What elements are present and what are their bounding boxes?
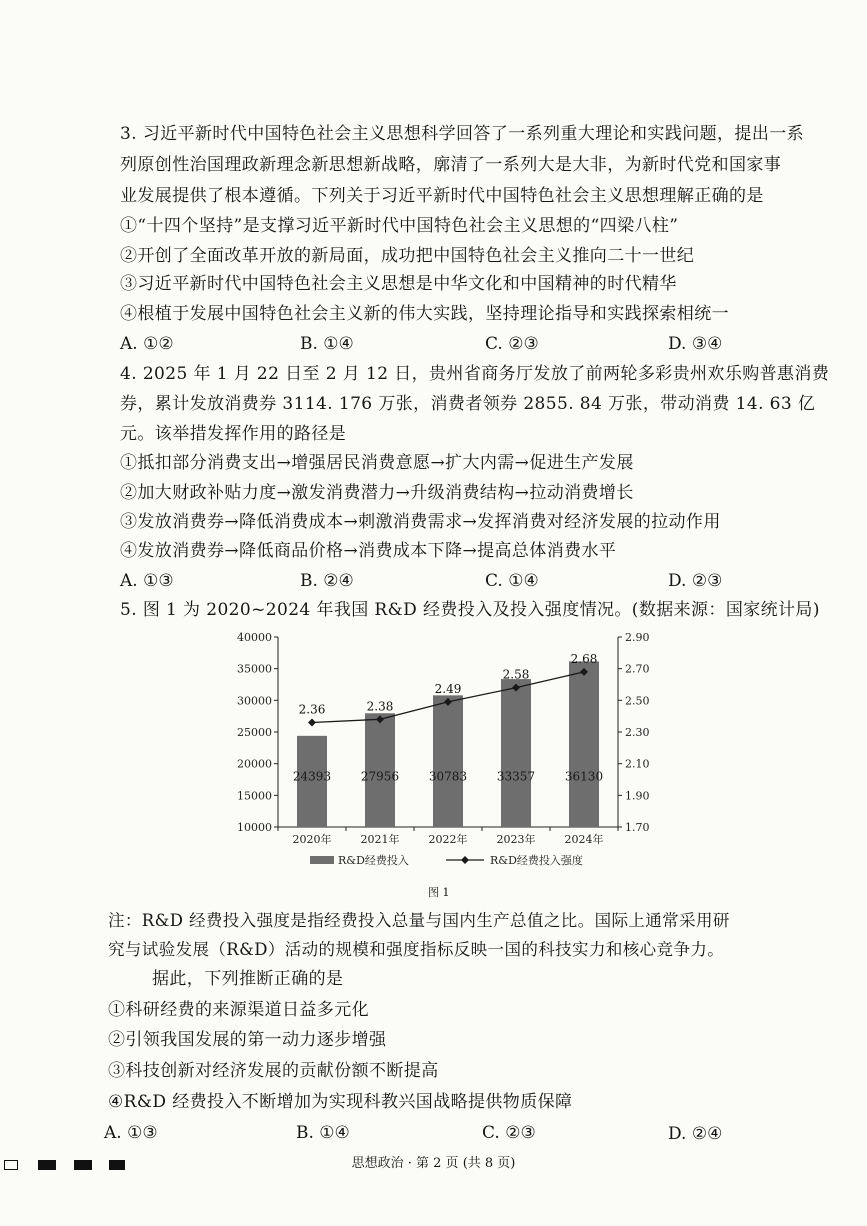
q5-item-3: ③科技创新对经济发展的贡献份额不断提高	[108, 1061, 439, 1081]
y-right-tick-label: 2.70	[625, 662, 650, 676]
legend-bar-swatch	[310, 856, 334, 864]
q4-item-2: ②加大财政补贴力度→激发消费潜力→升级消费结构→拉动消费增长	[120, 483, 634, 503]
x-tick-label: 2022年	[428, 833, 468, 846]
y-left-tick-label: 15000	[237, 789, 272, 803]
q5-option-d: D. ②④	[668, 1124, 723, 1144]
q5-item-2: ②引领我国发展的第一动力逐步增强	[108, 1030, 387, 1050]
q5-intro: 5. 图 1 为 2020~2024 年我国 R&D 经费投入及投入强度情况。(数据来源：国家统计局)	[120, 600, 820, 620]
q4-option-c: C. ①④	[485, 571, 539, 591]
q4-line-2: 券，累计发放消费券 3114. 176 万张，消费者领券 2855. 84 万张，带动消费 14. 63 亿	[120, 394, 816, 414]
figure-caption: 图 1	[428, 886, 450, 899]
q3-line-2: 列原创性治国理政新理念新思想新战略，廓清了一系列大是大非，为新时代党和国家事	[120, 155, 782, 175]
bar-value-label: 30783	[428, 769, 468, 784]
q4-line-3: 元。该举措发挥作用的路径是	[120, 424, 347, 444]
q3-item-1: ①“十四个坚持”是支撑习近平新时代中国特色社会主义思想的“四梁八柱”	[120, 216, 679, 236]
q4-option-b: B. ②④	[300, 571, 354, 591]
q5-option-c: C. ②③	[482, 1123, 536, 1143]
q3-line-3: 业发展提供了根本遵循。下列关于习近平新时代中国特色社会主义思想理解正确的是	[120, 186, 764, 206]
y-right-tick-label: 1.90	[625, 789, 650, 803]
y-right-tick-label: 2.90	[625, 631, 650, 644]
q4-line-1: 4. 2025 年 1 月 22 日至 2 月 12 日，贵州省商务厅发放了前两轮多彩贵州欢乐购普惠消费	[120, 364, 830, 384]
line-value-label: 2.58	[502, 667, 530, 682]
q3-option-a: A. ①②	[120, 334, 174, 354]
bar	[433, 695, 463, 827]
rd-chart	[230, 625, 650, 870]
bar	[569, 662, 599, 827]
q5-note-line-1: 注：R&D 经费投入强度是指经费投入总量与国内生产总值之比。国际上通常采用研	[108, 911, 730, 930]
chart-legend	[310, 853, 583, 867]
x-tick-label: 2024年	[564, 833, 604, 846]
q3-option-d: D. ③④	[668, 334, 723, 354]
q3-item-3: ③习近平新时代中国特色社会主义思想是中华文化和中国精神的时代精华	[120, 274, 677, 294]
y-left-tick-label: 10000	[237, 821, 272, 834]
y-right-tick-label: 1.70	[625, 821, 650, 834]
bar-value-label: 24393	[292, 769, 332, 784]
q4-item-1: ①抵扣部分消费支出→增强居民消费意愿→扩大内需→促进生产发展	[120, 453, 634, 473]
q5-item-1: ①科研经费的来源渠道日益多元化	[108, 1000, 369, 1020]
line-value-label: 2.36	[298, 702, 326, 717]
bar-value-label: 36130	[564, 769, 604, 784]
x-tick-label: 2021年	[360, 833, 400, 846]
y-left-tick-label: 25000	[237, 726, 272, 739]
y-right-tick-label: 2.30	[625, 726, 650, 739]
x-tick-label: 2020年	[292, 833, 332, 846]
legend-line-marker	[461, 856, 469, 864]
bar-value-label: 33357	[496, 769, 536, 784]
q4-item-4: ④发放消费券→降低商品价格→消费成本下降→提高总体消费水平	[120, 541, 617, 561]
legend-bar-label: R&D经费投入	[338, 854, 409, 867]
q3-option-b: B. ①④	[300, 334, 354, 354]
y-right-tick-label: 2.50	[625, 694, 650, 708]
q4-option-d: D. ②③	[668, 571, 723, 591]
q4-item-3: ③发放消费券→降低消费成本→刺激消费需求→发挥消费对经济发展的拉动作用	[120, 512, 721, 532]
line-point	[308, 719, 316, 727]
q5-note-line-2: 究与试验发展（R&D）活动的规模和强度指标反映一国的科技实力和核心竞争力。	[108, 940, 725, 959]
q3-item-2: ②开创了全面改革开放的新局面，成功把中国特色社会主义推向二十一世纪	[120, 246, 695, 266]
q3-option-c: C. ②③	[485, 334, 539, 354]
line-value-label: 2.49	[434, 681, 462, 696]
y-right-tick-label: 2.10	[625, 757, 650, 771]
page-footer: 思想政治 · 第 2 页 (共 8 页)	[351, 1156, 516, 1171]
y-left-tick-label: 20000	[237, 757, 272, 771]
line-value-label: 2.68	[570, 651, 598, 666]
x-tick-label: 2023年	[496, 833, 536, 846]
q5-option-a: A. ①③	[104, 1123, 158, 1143]
bar	[501, 679, 531, 827]
y-left-tick-label: 35000	[237, 662, 272, 676]
q5-stem: 据此，下列推断正确的是	[152, 969, 344, 989]
legend-line-label: R&D经费投入强度	[490, 854, 583, 867]
q4-option-a: A. ①③	[120, 571, 174, 591]
q3-line-1: 3. 习近平新时代中国特色社会主义思想科学回答了一系列重大理论和实践问题，提出一系	[120, 124, 805, 144]
q5-option-b: B. ①④	[296, 1123, 350, 1143]
bar-value-label: 27956	[360, 769, 400, 784]
q5-item-4: ④R&D 经费投入不断增加为实现科教兴国战略提供物质保障	[108, 1092, 573, 1112]
y-left-tick-label: 40000	[237, 631, 272, 644]
line-value-label: 2.38	[366, 699, 394, 714]
q3-item-4: ④根植于发展中国特色社会主义新的伟大实践，坚持理论指导和实践探索相统一	[120, 304, 729, 324]
y-left-tick-label: 30000	[237, 694, 272, 708]
